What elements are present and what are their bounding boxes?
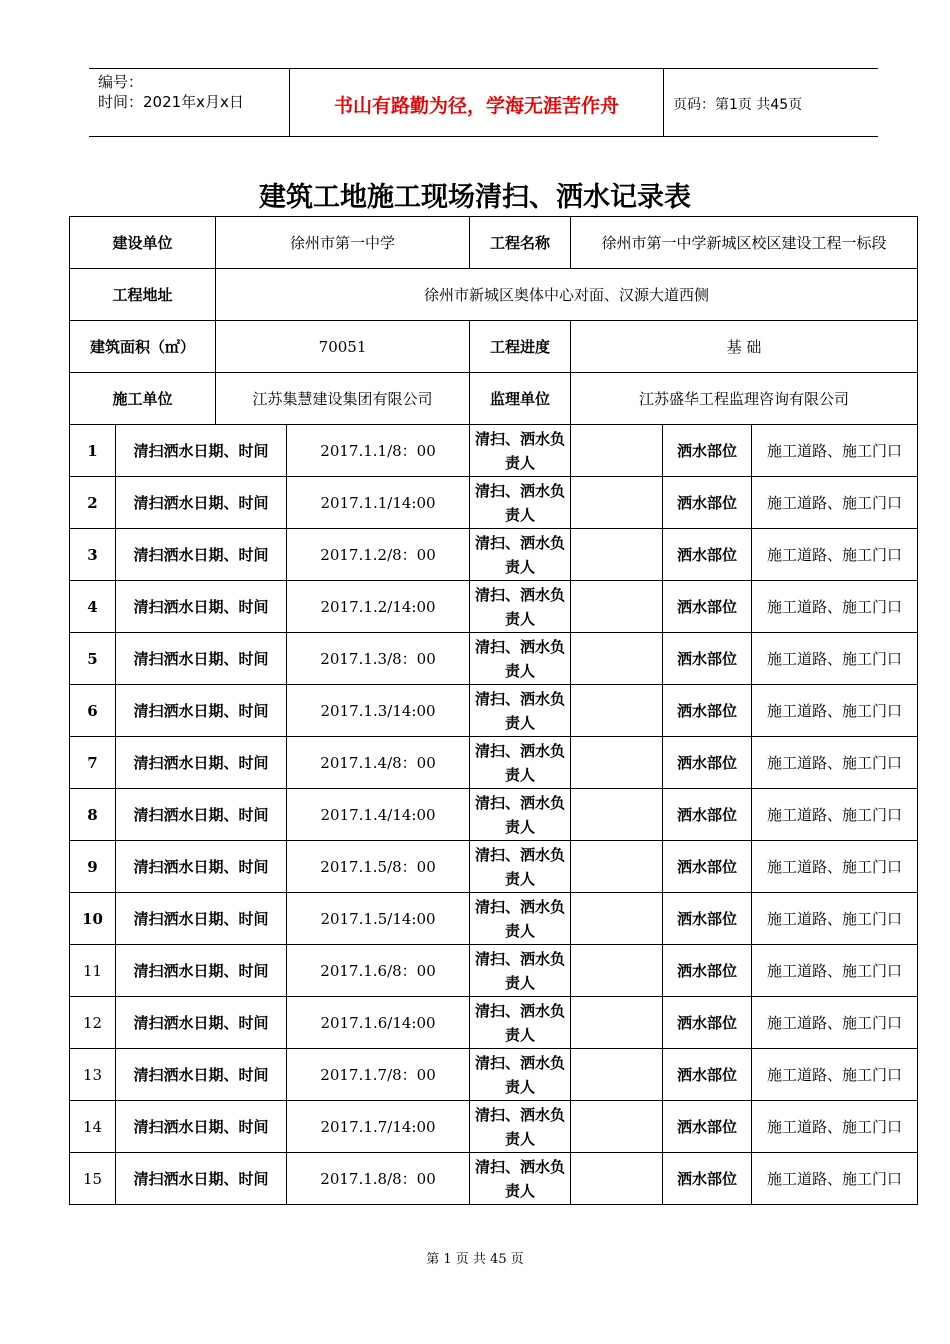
builder-label: 施工单位 bbox=[70, 373, 216, 425]
record-person-label: 清扫、洒水负责人 bbox=[470, 529, 571, 581]
record-date-label: 清扫洒水日期、时间 bbox=[116, 529, 287, 581]
record-datetime: 2017.1.2/8：00 bbox=[287, 529, 470, 581]
table-row bbox=[70, 633, 918, 685]
record-number: 10 bbox=[70, 893, 116, 945]
record-number: 12 bbox=[70, 997, 116, 1049]
record-person bbox=[571, 477, 663, 529]
info-row-address bbox=[70, 269, 918, 321]
record-date-label: 清扫洒水日期、时间 bbox=[116, 841, 287, 893]
record-person-label: 清扫、洒水负责人 bbox=[470, 789, 571, 841]
record-location: 施工道路、施工门口 bbox=[752, 477, 918, 529]
record-date-label: 清扫洒水日期、时间 bbox=[116, 1101, 287, 1153]
record-number: 13 bbox=[70, 1049, 116, 1101]
record-number: 5 bbox=[70, 633, 116, 685]
document-number-label: 编号： bbox=[98, 73, 144, 91]
record-person bbox=[571, 685, 663, 737]
record-person bbox=[571, 581, 663, 633]
record-location: 施工道路、施工门口 bbox=[752, 789, 918, 841]
page-footer: 第 1 页 共 45 页 bbox=[426, 1252, 524, 1267]
progress-label: 工程进度 bbox=[470, 321, 571, 373]
record-number: 6 bbox=[70, 685, 116, 737]
record-date-label: 清扫洒水日期、时间 bbox=[116, 945, 287, 997]
table-row bbox=[70, 893, 918, 945]
record-location-label: 洒水部位 bbox=[663, 945, 752, 997]
record-datetime: 2017.1.1/14:00 bbox=[287, 477, 470, 529]
table-row bbox=[70, 581, 918, 633]
supervisor-label: 监理单位 bbox=[470, 373, 571, 425]
record-datetime: 2017.1.3/8：00 bbox=[287, 633, 470, 685]
record-date-label: 清扫洒水日期、时间 bbox=[116, 685, 287, 737]
progress-value: 基 础 bbox=[571, 321, 918, 373]
document-header bbox=[89, 68, 878, 137]
record-location: 施工道路、施工门口 bbox=[752, 997, 918, 1049]
record-datetime: 2017.1.6/14:00 bbox=[287, 997, 470, 1049]
record-datetime: 2017.1.4/14:00 bbox=[287, 789, 470, 841]
header-page-label: 页码：第1页 共45页 bbox=[673, 97, 803, 113]
table-row bbox=[70, 789, 918, 841]
record-person bbox=[571, 893, 663, 945]
record-datetime: 2017.1.7/14:00 bbox=[287, 1101, 470, 1153]
project-name-value: 徐州市第一中学新城区校区建设工程一标段 bbox=[571, 217, 918, 269]
construction-unit-label: 建设单位 bbox=[70, 217, 216, 269]
record-location-label: 洒水部位 bbox=[663, 633, 752, 685]
record-datetime: 2017.1.5/14:00 bbox=[287, 893, 470, 945]
record-datetime: 2017.1.1/8：00 bbox=[287, 425, 470, 477]
area-value: 70051 bbox=[216, 321, 470, 373]
record-person-label: 清扫、洒水负责人 bbox=[470, 841, 571, 893]
record-location-label: 洒水部位 bbox=[663, 425, 752, 477]
record-location-label: 洒水部位 bbox=[663, 477, 752, 529]
record-number: 7 bbox=[70, 737, 116, 789]
record-date-label: 清扫洒水日期、时间 bbox=[116, 477, 287, 529]
address-value: 徐州市新城区奥体中心对面、汉源大道西侧 bbox=[216, 269, 918, 321]
record-location-label: 洒水部位 bbox=[663, 1153, 752, 1205]
record-location-label: 洒水部位 bbox=[663, 1049, 752, 1101]
info-row-construction bbox=[70, 217, 918, 269]
record-datetime: 2017.1.2/14:00 bbox=[287, 581, 470, 633]
record-datetime: 2017.1.5/8：00 bbox=[287, 841, 470, 893]
record-number: 4 bbox=[70, 581, 116, 633]
record-number: 8 bbox=[70, 789, 116, 841]
builder-value: 江苏集慧建设集团有限公司 bbox=[216, 373, 470, 425]
table-row bbox=[70, 841, 918, 893]
record-location-label: 洒水部位 bbox=[663, 529, 752, 581]
table-row bbox=[70, 945, 918, 997]
table-row bbox=[70, 529, 918, 581]
table-row bbox=[70, 1101, 918, 1153]
record-location: 施工道路、施工门口 bbox=[752, 1153, 918, 1205]
record-location-label: 洒水部位 bbox=[663, 997, 752, 1049]
record-date-label: 清扫洒水日期、时间 bbox=[116, 581, 287, 633]
record-number: 15 bbox=[70, 1153, 116, 1205]
record-location: 施工道路、施工门口 bbox=[752, 633, 918, 685]
record-datetime: 2017.1.4/8：00 bbox=[287, 737, 470, 789]
record-date-label: 清扫洒水日期、时间 bbox=[116, 893, 287, 945]
record-location-label: 洒水部位 bbox=[663, 1101, 752, 1153]
header-motto-cell bbox=[289, 69, 664, 136]
record-location: 施工道路、施工门口 bbox=[752, 737, 918, 789]
record-location: 施工道路、施工门口 bbox=[752, 529, 918, 581]
record-datetime: 2017.1.8/8：00 bbox=[287, 1153, 470, 1205]
record-date-label: 清扫洒水日期、时间 bbox=[116, 997, 287, 1049]
record-table bbox=[69, 216, 918, 1205]
record-location-label: 洒水部位 bbox=[663, 893, 752, 945]
record-number: 2 bbox=[70, 477, 116, 529]
record-datetime: 2017.1.3/14:00 bbox=[287, 685, 470, 737]
info-row-units bbox=[70, 373, 918, 425]
record-date-label: 清扫洒水日期、时间 bbox=[116, 1153, 287, 1205]
record-location: 施工道路、施工门口 bbox=[752, 893, 918, 945]
record-person bbox=[571, 737, 663, 789]
record-person-label: 清扫、洒水负责人 bbox=[470, 893, 571, 945]
info-row-area bbox=[70, 321, 918, 373]
supervisor-value: 江苏盛华工程监理咨询有限公司 bbox=[571, 373, 918, 425]
record-location-label: 洒水部位 bbox=[663, 685, 752, 737]
record-number: 9 bbox=[70, 841, 116, 893]
record-date-label: 清扫洒水日期、时间 bbox=[116, 737, 287, 789]
record-location: 施工道路、施工门口 bbox=[752, 945, 918, 997]
record-datetime: 2017.1.6/8：00 bbox=[287, 945, 470, 997]
record-number: 14 bbox=[70, 1101, 116, 1153]
record-person bbox=[571, 841, 663, 893]
record-datetime: 2017.1.7/8：00 bbox=[287, 1049, 470, 1101]
record-person-label: 清扫、洒水负责人 bbox=[470, 945, 571, 997]
construction-unit-value: 徐州市第一中学 bbox=[216, 217, 470, 269]
record-location-label: 洒水部位 bbox=[663, 581, 752, 633]
record-date-label: 清扫洒水日期、时间 bbox=[116, 425, 287, 477]
table-row bbox=[70, 1049, 918, 1101]
record-person bbox=[571, 997, 663, 1049]
record-number: 11 bbox=[70, 945, 116, 997]
project-name-label: 工程名称 bbox=[470, 217, 571, 269]
header-page-cell bbox=[663, 69, 877, 136]
record-location-label: 洒水部位 bbox=[663, 789, 752, 841]
record-person bbox=[571, 1049, 663, 1101]
record-location: 施工道路、施工门口 bbox=[752, 425, 918, 477]
record-location: 施工道路、施工门口 bbox=[752, 581, 918, 633]
record-location: 施工道路、施工门口 bbox=[752, 685, 918, 737]
record-number: 1 bbox=[70, 425, 116, 477]
record-person bbox=[571, 633, 663, 685]
record-person bbox=[571, 789, 663, 841]
record-date-label: 清扫洒水日期、时间 bbox=[116, 789, 287, 841]
table-row bbox=[70, 737, 918, 789]
table-row bbox=[70, 997, 918, 1049]
table-row bbox=[70, 425, 918, 477]
record-location-label: 洒水部位 bbox=[663, 737, 752, 789]
header-meta-cell bbox=[89, 69, 289, 136]
record-date-label: 清扫洒水日期、时间 bbox=[116, 1049, 287, 1101]
record-person bbox=[571, 425, 663, 477]
record-person-label: 清扫、洒水负责人 bbox=[470, 1101, 571, 1153]
record-person bbox=[571, 1101, 663, 1153]
record-person bbox=[571, 1153, 663, 1205]
record-person-label: 清扫、洒水负责人 bbox=[470, 1049, 571, 1101]
table-row bbox=[70, 477, 918, 529]
record-date-label: 清扫洒水日期、时间 bbox=[116, 633, 287, 685]
record-person-label: 清扫、洒水负责人 bbox=[470, 581, 571, 633]
record-person-label: 清扫、洒水负责人 bbox=[470, 477, 571, 529]
table-row bbox=[70, 685, 918, 737]
record-location: 施工道路、施工门口 bbox=[752, 1101, 918, 1153]
address-label: 工程地址 bbox=[70, 269, 216, 321]
record-number: 3 bbox=[70, 529, 116, 581]
header-motto: 书山有路勤为径，学海无涯苦作舟 bbox=[333, 95, 619, 117]
record-person-label: 清扫、洒水负责人 bbox=[470, 633, 571, 685]
page-title: 建筑工地施工现场清扫、洒水记录表 bbox=[259, 182, 691, 213]
record-location: 施工道路、施工门口 bbox=[752, 841, 918, 893]
record-location: 施工道路、施工门口 bbox=[752, 1049, 918, 1101]
record-person bbox=[571, 945, 663, 997]
record-location-label: 洒水部位 bbox=[663, 841, 752, 893]
record-person-label: 清扫、洒水负责人 bbox=[470, 685, 571, 737]
document-time-label: 时间：2021年x月x日 bbox=[98, 93, 244, 111]
record-person-label: 清扫、洒水负责人 bbox=[470, 997, 571, 1049]
area-label: 建筑面积（㎡） bbox=[70, 321, 216, 373]
table-row bbox=[70, 1153, 918, 1205]
record-person bbox=[571, 529, 663, 581]
record-person-label: 清扫、洒水负责人 bbox=[470, 737, 571, 789]
record-person-label: 清扫、洒水负责人 bbox=[470, 1153, 571, 1205]
record-person-label: 清扫、洒水负责人 bbox=[470, 425, 571, 477]
